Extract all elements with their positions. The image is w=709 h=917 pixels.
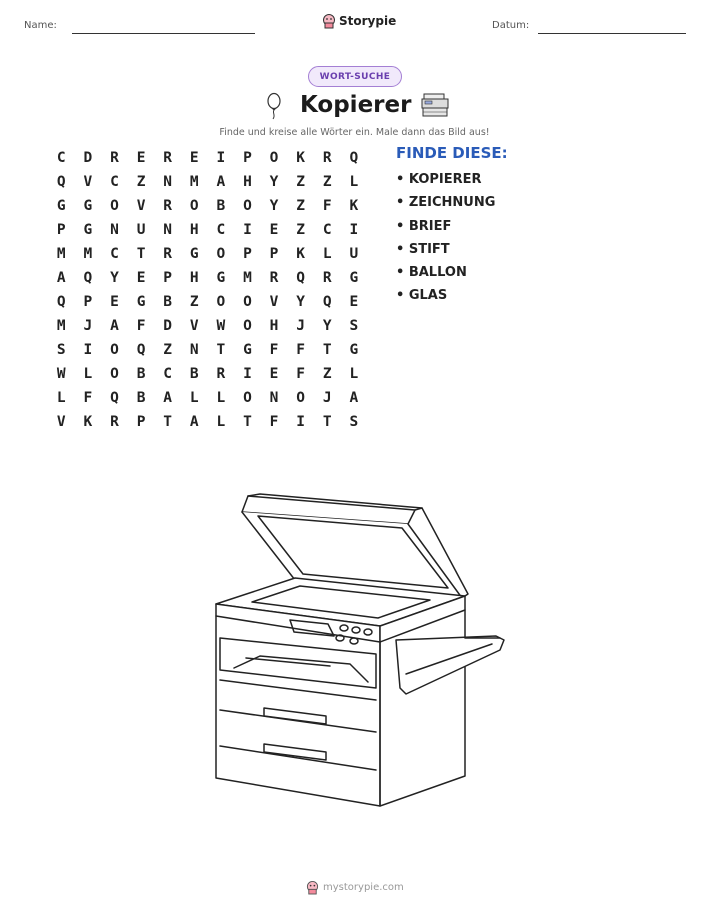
brand-logo: [322, 13, 396, 29]
grid-letter[interactable]: O: [296, 390, 305, 406]
grid-letter[interactable]: P: [83, 294, 93, 310]
grid-row: [48, 266, 367, 290]
grid-letter[interactable]: E: [136, 270, 146, 286]
grid-letter[interactable]: V: [269, 294, 279, 310]
grid-letter[interactable]: Z: [296, 174, 305, 190]
grid-letter[interactable]: A: [349, 390, 359, 406]
grid-letter[interactable]: J: [83, 318, 93, 334]
grid-letter[interactable]: S: [56, 342, 66, 358]
grid-letter[interactable]: I: [83, 342, 93, 358]
grid-letter[interactable]: I: [216, 150, 226, 166]
letter-grid: [48, 146, 367, 434]
grid-letter[interactable]: U: [136, 222, 146, 238]
grid-letter[interactable]: P: [136, 414, 146, 430]
grid-letter[interactable]: T: [322, 414, 332, 430]
grid-row: [48, 218, 367, 242]
grid-letter[interactable]: L: [216, 390, 226, 406]
grid-letter[interactable]: R: [322, 150, 332, 166]
grid-letter[interactable]: R: [163, 246, 173, 262]
grid-letter[interactable]: Z: [163, 342, 173, 358]
grid-letter[interactable]: G: [83, 198, 93, 214]
grid-row: [48, 386, 367, 410]
grid-letter[interactable]: S: [349, 414, 359, 430]
grid-letter[interactable]: N: [269, 390, 279, 406]
grid-letter[interactable]: T: [163, 414, 173, 430]
grid-row: [48, 362, 367, 386]
grid-letter[interactable]: L: [349, 366, 359, 382]
grid-letter[interactable]: A: [110, 318, 119, 334]
grid-letter[interactable]: A: [189, 414, 199, 430]
grid-letter[interactable]: K: [296, 246, 305, 262]
grid-letter[interactable]: B: [136, 366, 146, 382]
grid-row: [48, 314, 367, 338]
word-item: • BRIEF: [396, 218, 452, 234]
grid-letter[interactable]: P: [243, 246, 252, 262]
word-item: • STIFT: [396, 241, 450, 257]
grid-letter[interactable]: O: [216, 246, 226, 262]
grid-letter[interactable]: U: [349, 246, 359, 262]
grid-letter[interactable]: L: [83, 366, 93, 382]
grid-letter[interactable]: P: [269, 246, 279, 262]
grid-letter[interactable]: G: [189, 246, 199, 262]
grid-letter[interactable]: G: [349, 342, 359, 358]
grid-letter[interactable]: R: [110, 150, 119, 166]
grid-letter[interactable]: Y: [322, 318, 332, 334]
grid-letter[interactable]: Q: [296, 270, 305, 286]
grid-letter[interactable]: E: [349, 294, 359, 310]
grid-letter[interactable]: G: [56, 198, 66, 214]
grid-letter[interactable]: D: [163, 318, 173, 334]
grid-letter[interactable]: C: [110, 174, 119, 190]
grid-letter[interactable]: E: [269, 366, 279, 382]
word-item: • BALLON: [396, 265, 467, 281]
grid-letter[interactable]: O: [243, 198, 252, 214]
grid-letter[interactable]: L: [216, 414, 226, 430]
grid-letter[interactable]: O: [216, 294, 226, 310]
grid-letter[interactable]: M: [243, 270, 252, 286]
grid-letter[interactable]: A: [163, 390, 173, 406]
grid-letter[interactable]: O: [189, 198, 199, 214]
grid-letter[interactable]: K: [296, 150, 305, 166]
grid-letter[interactable]: S: [349, 318, 359, 334]
grid-letter[interactable]: H: [269, 318, 279, 334]
grid-letter[interactable]: C: [163, 366, 173, 382]
grid-letter[interactable]: R: [110, 414, 119, 430]
grid-letter[interactable]: I: [349, 222, 359, 238]
instructions: Finde und kreise alle Wörter ein. Male dann das Bild aus!: [219, 127, 490, 138]
grid-letter[interactable]: V: [189, 318, 199, 334]
grid-letter[interactable]: D: [83, 150, 93, 166]
grid-letter[interactable]: N: [163, 174, 173, 190]
grid-letter[interactable]: Z: [322, 366, 332, 382]
grid-letter[interactable]: G: [349, 270, 359, 286]
grid-letter[interactable]: B: [216, 198, 226, 214]
grid-letter[interactable]: B: [163, 294, 173, 310]
grid-letter[interactable]: Q: [322, 294, 332, 310]
date-label: Datum:: [492, 20, 530, 31]
brand-name: Storypie: [339, 14, 397, 28]
balloon-icon: [263, 92, 285, 120]
grid-letter[interactable]: F: [296, 366, 305, 382]
grid-letter[interactable]: B: [189, 366, 199, 382]
grid-letter[interactable]: V: [136, 198, 146, 214]
grid-letter[interactable]: T: [136, 246, 146, 262]
word-item: • GLAS: [396, 288, 448, 304]
grid-letter[interactable]: T: [216, 342, 226, 358]
grid-letter[interactable]: M: [56, 318, 66, 334]
grid-row: [48, 410, 367, 434]
grid-letter[interactable]: G: [243, 342, 252, 358]
grid-letter[interactable]: Y: [110, 270, 119, 286]
grid-letter[interactable]: F: [83, 390, 93, 406]
copier-illustration: [200, 488, 510, 808]
date-line[interactable]: [538, 33, 686, 34]
name-line[interactable]: [72, 33, 255, 34]
word-list: [396, 172, 495, 312]
grid-letter[interactable]: O: [243, 294, 252, 310]
grid-letter[interactable]: G: [83, 222, 93, 238]
grid-letter[interactable]: C: [216, 222, 226, 238]
grid-letter[interactable]: L: [322, 246, 332, 262]
grid-letter[interactable]: R: [163, 150, 173, 166]
grid-letter[interactable]: E: [269, 222, 279, 238]
grid-letter[interactable]: M: [189, 174, 199, 190]
grid-letter[interactable]: F: [136, 318, 146, 334]
grid-letter[interactable]: R: [163, 198, 173, 214]
grid-letter[interactable]: L: [189, 390, 199, 406]
grid-letter[interactable]: Q: [110, 390, 119, 406]
grid-row: [48, 170, 367, 194]
grid-letter[interactable]: Z: [189, 294, 199, 310]
category-badge: WORT-SUCHE: [308, 66, 402, 87]
grid-letter[interactable]: M: [56, 246, 66, 262]
grid-letter[interactable]: F: [269, 414, 279, 430]
grid-row: [48, 290, 367, 314]
word-list-title: FINDE DIESE:: [396, 144, 508, 162]
word-item: • KOPIERER: [396, 172, 482, 187]
grid-letter[interactable]: Y: [296, 294, 305, 310]
grid-letter[interactable]: R: [269, 270, 279, 286]
grid-row: [48, 338, 367, 362]
grid-letter[interactable]: H: [243, 174, 252, 190]
grid-letter[interactable]: P: [163, 270, 173, 286]
grid-letter[interactable]: R: [322, 270, 332, 286]
grid-letter[interactable]: F: [322, 198, 332, 214]
grid-letter[interactable]: N: [189, 342, 199, 358]
grid-letter[interactable]: Q: [136, 342, 146, 358]
grid-letter[interactable]: T: [322, 342, 332, 358]
grid-letter[interactable]: O: [269, 150, 279, 166]
grid-letter[interactable]: Z: [296, 198, 305, 214]
grid-row: [48, 242, 367, 266]
footer-url[interactable]: mystorypie.com: [323, 882, 404, 893]
grid-letter[interactable]: Y: [269, 174, 279, 190]
grid-row: [48, 194, 367, 218]
grid-letter[interactable]: O: [110, 342, 119, 358]
grid-letter[interactable]: Z: [136, 174, 146, 190]
grid-letter[interactable]: Z: [322, 174, 332, 190]
grid-letter[interactable]: F: [269, 342, 279, 358]
grid-letter[interactable]: Q: [83, 270, 93, 286]
grid-letter[interactable]: M: [83, 246, 93, 262]
mascot-icon: [306, 880, 319, 895]
grid-letter[interactable]: Z: [296, 222, 305, 238]
grid-letter[interactable]: O: [110, 198, 119, 214]
grid-letter[interactable]: K: [83, 414, 93, 430]
copier-icon: [420, 92, 450, 118]
grid-letter[interactable]: E: [136, 150, 146, 166]
mascot-icon: [322, 13, 336, 29]
grid-letter[interactable]: I: [243, 366, 252, 382]
grid-letter[interactable]: C: [110, 246, 119, 262]
grid-letter[interactable]: C: [322, 222, 332, 238]
grid-letter[interactable]: A: [56, 270, 66, 286]
grid-letter[interactable]: P: [243, 150, 252, 166]
grid-letter[interactable]: E: [189, 150, 199, 166]
grid-letter[interactable]: L: [56, 390, 66, 406]
grid-letter[interactable]: Y: [269, 198, 279, 214]
grid-letter[interactable]: K: [349, 198, 359, 214]
grid-letter[interactable]: N: [110, 222, 119, 238]
grid-letter[interactable]: O: [110, 366, 119, 382]
grid-row: [48, 146, 367, 170]
grid-letter[interactable]: E: [110, 294, 119, 310]
word-item: • ZEICHNUNG: [396, 195, 496, 211]
grid-letter[interactable]: H: [189, 222, 199, 238]
grid-letter[interactable]: O: [243, 318, 252, 334]
grid-letter[interactable]: O: [243, 390, 252, 406]
grid-letter[interactable]: F: [296, 342, 305, 358]
page-title: Kopierer: [300, 92, 412, 118]
grid-letter[interactable]: Q: [349, 150, 359, 166]
grid-letter[interactable]: G: [216, 270, 226, 286]
grid-letter[interactable]: I: [243, 222, 252, 238]
grid-letter[interactable]: J: [296, 318, 305, 334]
grid-letter[interactable]: C: [56, 150, 66, 166]
grid-letter[interactable]: J: [322, 390, 332, 406]
grid-letter[interactable]: V: [56, 414, 66, 430]
footer: [306, 880, 404, 895]
grid-letter[interactable]: R: [216, 366, 226, 382]
grid-letter[interactable]: Q: [56, 294, 66, 310]
grid-letter[interactable]: Q: [56, 174, 66, 190]
grid-letter[interactable]: N: [163, 222, 173, 238]
grid-letter[interactable]: P: [56, 222, 66, 238]
grid-letter[interactable]: G: [136, 294, 146, 310]
grid-letter[interactable]: B: [136, 390, 146, 406]
grid-letter[interactable]: W: [56, 366, 66, 382]
grid-letter[interactable]: A: [216, 174, 226, 190]
grid-letter[interactable]: W: [216, 318, 226, 334]
grid-letter[interactable]: V: [83, 174, 93, 190]
grid-letter[interactable]: H: [189, 270, 199, 286]
grid-letter[interactable]: I: [296, 414, 305, 430]
grid-letter[interactable]: L: [349, 174, 359, 190]
grid-letter[interactable]: T: [243, 414, 252, 430]
name-label: Name:: [24, 20, 57, 31]
